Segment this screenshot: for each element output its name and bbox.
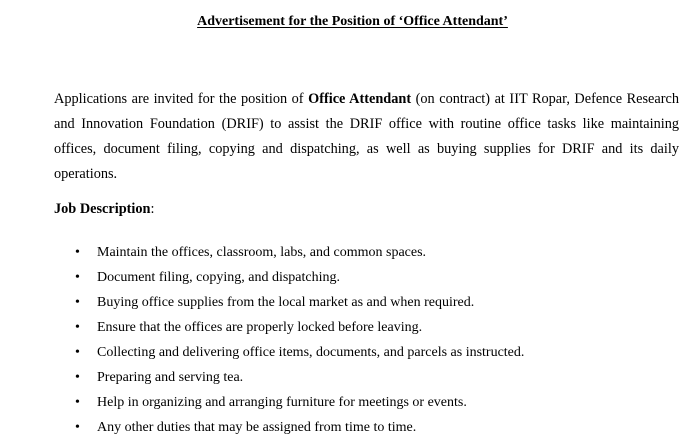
intro-text-end: (on contract) at IIT Ropar, Defence Research and Innovation Foundation (DRIF) to assist the DRIF office with routine office tasks like maintaining offices, document filing, copying and dispatching, as well as buying supplies for DRIF and its daily operations. <box>54 91 679 182</box>
list-item-text: Preparing and serving tea. <box>97 370 244 385</box>
list-item-text: Help in organizing and arranging furniture for meetings or events. <box>97 395 467 410</box>
list-item-text: Document filing, copying, and dispatching. <box>97 270 341 285</box>
bullet-icon: • <box>75 270 80 285</box>
bullet-icon: • <box>75 420 80 435</box>
bullet-icon: • <box>75 395 80 410</box>
bullet-icon: • <box>75 295 80 310</box>
list-item-text: Maintain the offices, classroom, labs, and common spaces. <box>97 245 427 260</box>
document-title: Advertisement for the Position of ‘Office Attendant’ <box>197 14 508 29</box>
list-item-text: Collecting and delivering office items, documents, and parcels as instructed. <box>97 345 525 360</box>
bullet-icon: • <box>75 370 80 385</box>
intro-text-start: Applications are invited for the position of <box>54 91 309 107</box>
intro-position-name: Office Attendant <box>308 91 412 107</box>
job-description-heading <box>54 201 155 218</box>
list-item-text: Ensure that the offices are properly locked before leaving. <box>97 320 423 335</box>
bullet-icon: • <box>75 245 80 260</box>
bullet-icon: • <box>75 345 80 360</box>
intro-paragraph <box>54 87 679 187</box>
job-description-heading-label: Job Description <box>54 201 151 217</box>
job-description-heading-colon: : <box>150 201 155 217</box>
list-item-text: Buying office supplies from the local market as and when required. <box>97 295 475 310</box>
bullet-icon: • <box>75 320 80 335</box>
list-item-text: Any other duties that may be assigned from time to time. <box>97 420 417 435</box>
